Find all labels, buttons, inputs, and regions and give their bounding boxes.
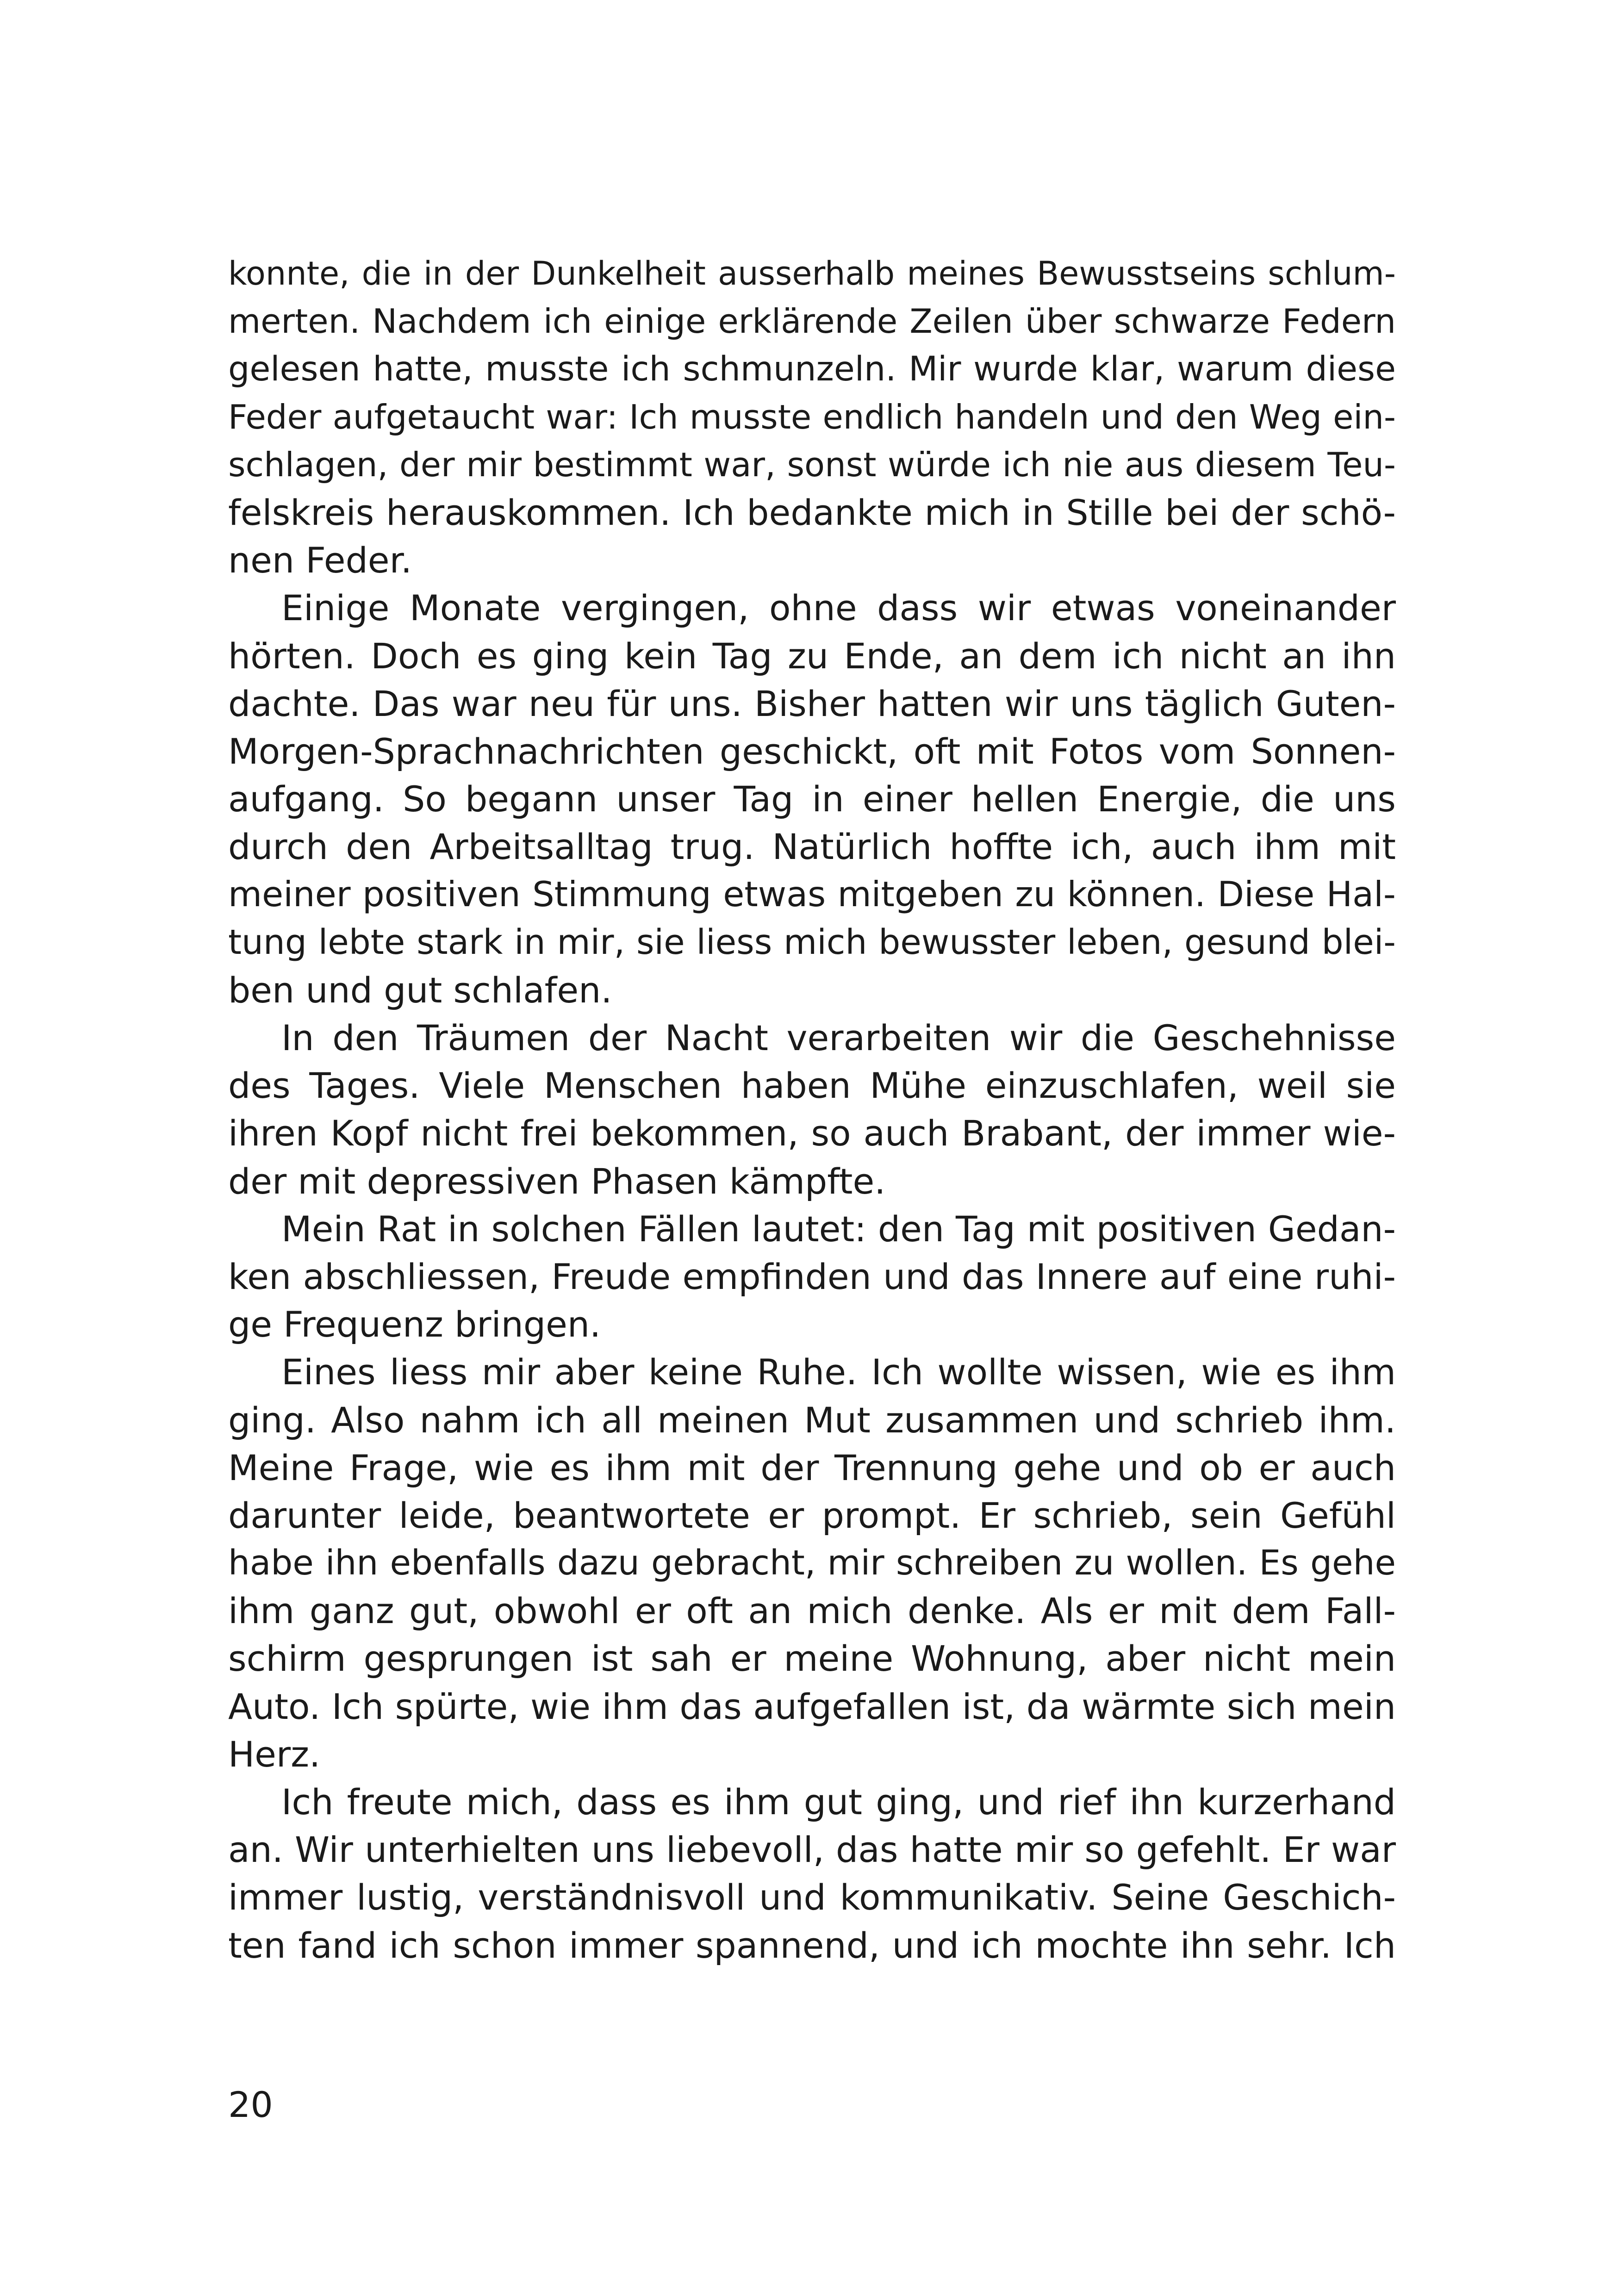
text-line: ihm ganz gut, obwohl er oft an mich denke. Als er mit dem Fall-: [228, 1590, 1396, 1632]
paragraph: [228, 584, 1396, 1014]
text-line: ging. Also nahm ich all meinen Mut zusammen und schrieb ihm.: [228, 1399, 1396, 1441]
text-line: dachte. Das war neu für uns. Bisher hatten wir uns täglich Guten-: [228, 683, 1396, 724]
paragraph: [228, 250, 1396, 584]
text-line: aufgang. So begann unser Tag in einer hellen Energie, die uns: [228, 778, 1396, 820]
text-line: immer lustig, verständnisvoll und kommunikativ. Seine Geschich-: [228, 1877, 1396, 1918]
text-line: tung lebte stark in mir, sie liess mich bewusster leben, gesund blei-: [228, 922, 1396, 962]
text-line: schirm gesprungen ist sah er meine Wohnung, aber nicht mein: [228, 1638, 1396, 1680]
text-line: ten fand ich schon immer spannend, und ich mochte ihn sehr. Ich: [228, 1924, 1396, 1966]
page-number: 20: [228, 2084, 273, 2125]
text-line: merten. Nachdem ich einige erklärende Zeilen über schwarze Federn: [228, 302, 1396, 341]
text-line: felskreis herauskommen. Ich bedankte mich in Stille bei der schö-: [228, 492, 1396, 533]
text-line: Eines liess mir aber keine Ruhe. Ich wollte wissen, wie es ihm: [281, 1351, 1396, 1393]
text-line: Auto. Ich spürte, wie ihm das aufgefallen ist, da wärmte sich mein: [228, 1686, 1396, 1727]
body-text: [228, 250, 1396, 1969]
text-line: Herz.: [228, 1733, 321, 1775]
text-line: konnte, die in der Dunkelheit ausserhalb meines Bewusstseins schlum-: [228, 255, 1396, 292]
text-line: gelesen hatte, musste ich schmunzeln. Mir wurde klar, warum diese: [228, 349, 1396, 389]
text-line: Ich freute mich, dass es ihm gut ging, und rief ihn kurzerhand: [281, 1781, 1396, 1823]
text-line: Morgen-Sprachnachrichten geschickt, oft mit Fotos vom Sonnen-: [228, 730, 1396, 772]
text-line: ben und gut schlafen.: [228, 969, 612, 1011]
text-line: hörten. Doch es ging kein Tag zu Ende, an dem ich nicht an ihn: [228, 635, 1396, 677]
text-line: durch den Arbeitsalltag trug. Natürlich hoffte ich, auch ihm mit: [228, 826, 1396, 868]
paragraph: [228, 1348, 1396, 1778]
paragraph: [228, 1014, 1396, 1205]
text-line: der mit depressiven Phasen kämpfte.: [228, 1160, 886, 1202]
text-line: an. Wir unterhielten uns liebevoll, das hatte mir so gefehlt. Er war: [228, 1829, 1396, 1871]
text-line: ken abschliessen, Freude empfinden und das Innere auf eine ruhi-: [228, 1256, 1396, 1297]
paragraph: [228, 1778, 1396, 1969]
text-line: Meine Frage, wie es ihm mit der Trennung gehe und ob er auch: [228, 1447, 1396, 1488]
paragraph: [228, 1205, 1396, 1349]
text-line: darunter leide, beantwortete er prompt. Er schrieb, sein Gefühl: [228, 1494, 1396, 1536]
text-line: habe ihn ebenfalls dazu gebracht, mir schreiben zu wollen. Es gehe: [228, 1543, 1396, 1583]
text-line: ge Frequenz bringen.: [228, 1304, 601, 1345]
text-line: ihren Kopf nicht frei bekommen, so auch Brabant, der immer wie-: [228, 1113, 1396, 1154]
text-line: Feder aufgetaucht war: Ich musste endlich handeln und den Weg ein-: [228, 397, 1396, 436]
text-line: nen Feder.: [228, 540, 412, 581]
text-line: des Tages. Viele Menschen haben Mühe einzuschlafen, weil sie: [228, 1065, 1396, 1107]
text-line: In den Träumen der Nacht verarbeiten wir die Geschehnisse: [281, 1017, 1396, 1058]
text-line: Einige Monate vergingen, ohne dass wir etwas voneinander: [281, 587, 1396, 629]
text-line: schlagen, der mir bestimmt war, sonst würde ich nie aus diesem Teu-: [228, 445, 1396, 484]
text-line: meiner positiven Stimmung etwas mitgeben zu können. Diese Hal-: [228, 874, 1396, 915]
text-line: Mein Rat in solchen Fällen lautet: den Tag mit positiven Gedan-: [281, 1208, 1396, 1250]
